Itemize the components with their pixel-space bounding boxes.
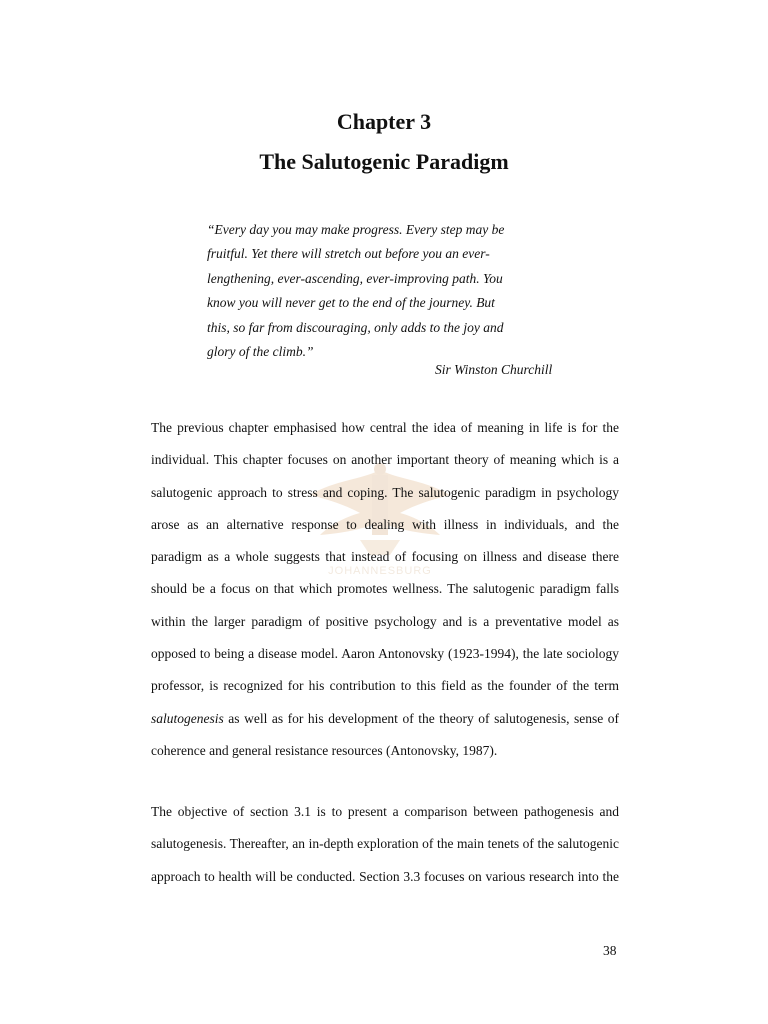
italic-term: salutogenesis — [151, 710, 224, 726]
watermark-text: JOHANNESBURG — [328, 565, 432, 577]
paragraph-line: approach to health will be conducted. Section 3.3 focuses on various research into the — [151, 868, 619, 884]
epigraph-quote — [207, 218, 567, 364]
chapter-title: The Salutogenic Paradigm — [259, 149, 509, 174]
paragraph-line: arose as an alternative response to dealing with illness in individuals, and the — [151, 516, 619, 532]
paragraph-line: individual. This chapter focuses on another important theory of meaning which is a — [151, 452, 619, 468]
paragraph-line-with-term — [151, 710, 619, 742]
paragraph-line: professor, is recognized for his contribution to this field as the founder of the term — [151, 678, 619, 694]
epigraph-attribution: Sir Winston Churchill — [435, 362, 553, 377]
paragraph-line-rest: as well as for his development of the theory of salutogenesis, sense of — [228, 710, 620, 726]
paragraph-line: The previous chapter emphasised how central the idea of meaning in life is for the — [151, 420, 619, 435]
paragraph-line: coherence and general resistance resources (Antonovsky, 1987). — [151, 742, 498, 758]
paragraph-line: opposed to being a disease model. Aaron Antonovsky (1923-1994), the late sociology — [151, 646, 619, 662]
epigraph-line: know you will never get to the end of the journey. But — [207, 295, 495, 311]
paragraph-line: within the larger paradigm of positive psychology and is a preventative model as — [151, 613, 619, 629]
paragraph-line: should be a focus on that which promotes wellness. The salutogenic paradigm falls — [151, 581, 619, 597]
chapter-number: Chapter 3 — [336, 109, 432, 134]
page-number: 38 — [603, 943, 617, 958]
body-paragraph — [151, 803, 619, 900]
epigraph-line: “Every day you may make progress. Every step may be — [207, 222, 505, 237]
epigraph-line: glory of the climb.” — [207, 344, 314, 360]
paragraph-line: The objective of section 3.1 is to present a comparison between pathogenesis and — [151, 804, 619, 819]
body-paragraph — [151, 419, 619, 774]
paragraph-line: salutogenic approach to stress and coping. The salutogenic paradigm in psychology — [151, 484, 619, 500]
epigraph-line: lengthening, ever-ascending, ever-improving path. You — [207, 270, 503, 286]
paragraph-line: salutogenesis. Thereafter, an in-depth exploration of the main tenets of the salutogenic — [151, 836, 619, 852]
epigraph-line: fruitful. Yet there will stretch out before you an ever- — [207, 246, 490, 262]
epigraph-line: this, so far from discouraging, only adds to the joy and — [207, 319, 504, 335]
paragraph-line: paradigm as a whole suggests that instead of focusing on illness and disease there — [151, 549, 619, 565]
